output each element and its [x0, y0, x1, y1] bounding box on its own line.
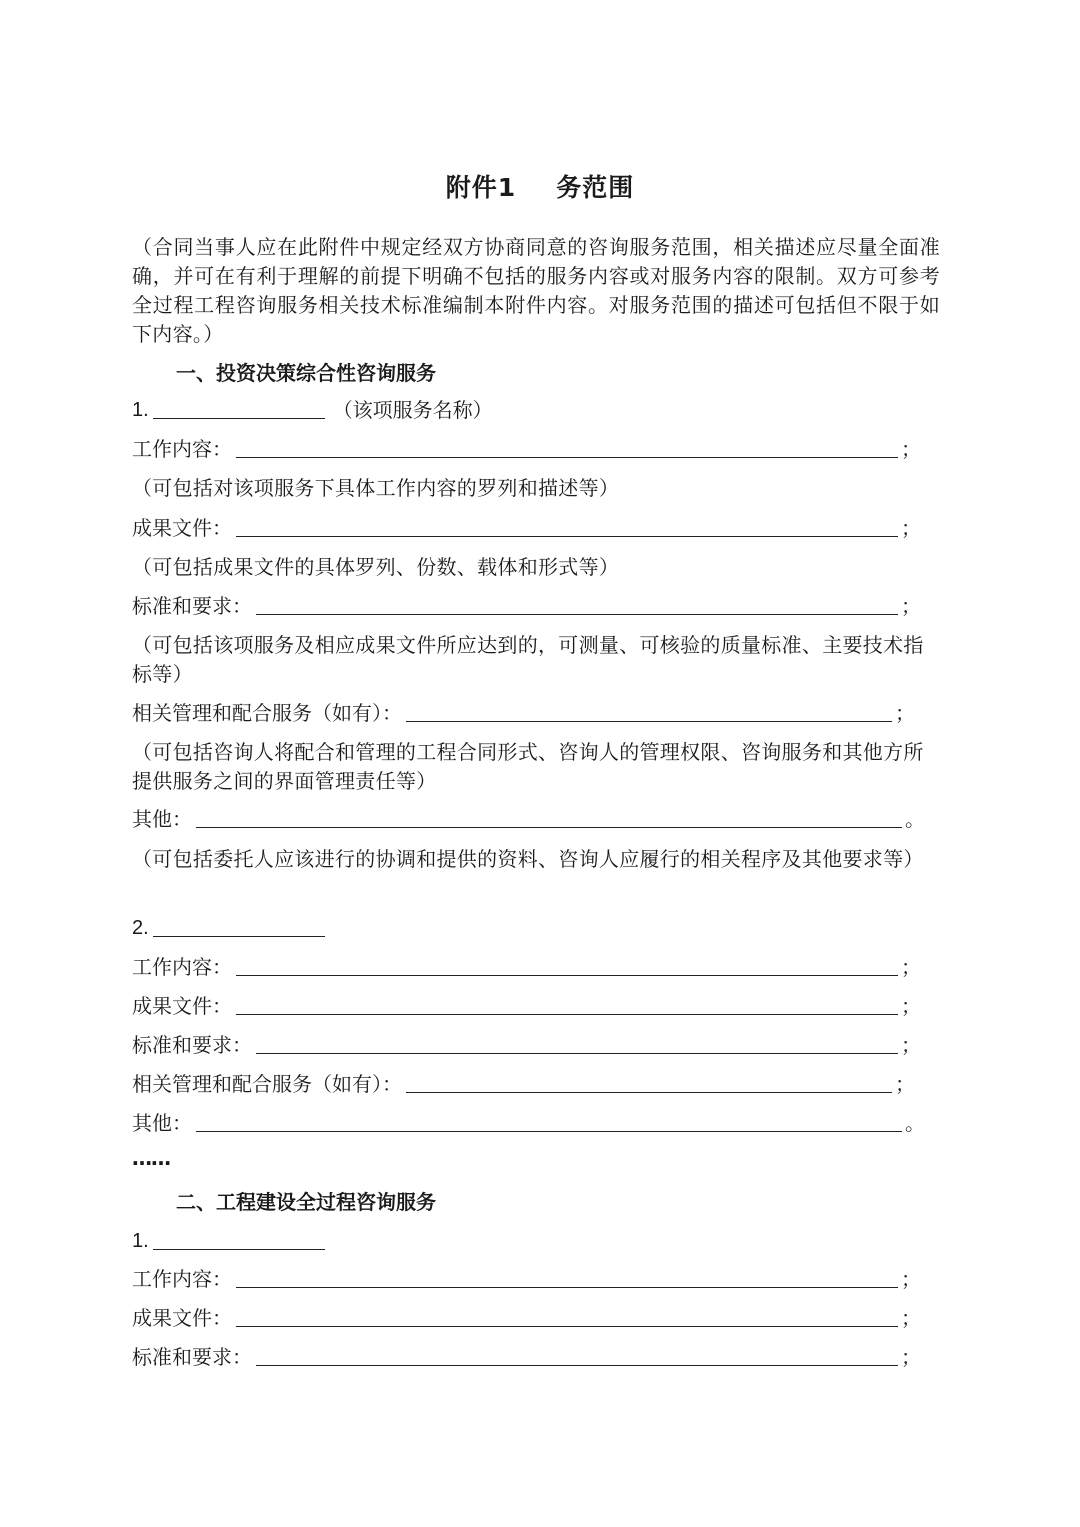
semicolon: ； [901, 1033, 921, 1057]
output-blank[interactable] [236, 1306, 898, 1327]
standard-label: 标准和要求： [132, 1345, 252, 1369]
intro-paragraph: （合同当事人应在此附件中规定经双方协商同意的咨询服务范围，相关描述应尽量全面准确，并可在有利于理解的前提下明确不包括的服务内容或对服务内容的限制。双方可参考全过程工程咨询服务相关技术标准编制本附件内容。对服务范围的描述可包括但不限于如下内容。） [132, 235, 940, 346]
s1-item1-name-line [132, 396, 493, 424]
mgmt-label: 相关管理和配合服务（如有）： [132, 701, 402, 725]
s1-item1-mgmt-hint: （可包括咨询人将配合和管理的工程合同形式、咨询人的管理权限、咨询服务和其他方所提供服务之间的界面管理责任等） [132, 740, 924, 793]
s2-item1-name-line [132, 1227, 325, 1255]
title-main: 务范围 [556, 173, 635, 202]
semicolon: ； [901, 994, 921, 1018]
s2-item1-work-line [132, 1265, 921, 1293]
s1-item1-name-hint: （该项服务名称） [332, 398, 493, 422]
s1-item2-standard-line [132, 1031, 921, 1059]
other-blank[interactable] [196, 807, 902, 828]
output-label: 成果文件： [132, 994, 232, 1018]
mgmt-blank[interactable] [406, 1072, 892, 1093]
s1-item1-output-line [132, 514, 921, 542]
semicolon: ； [895, 701, 915, 725]
section2-heading: 二、工程建设全过程咨询服务 [176, 1190, 436, 1214]
s1-item1-output-hint: （可包括成果文件的具体罗列、份数、载体和形式等） [132, 555, 620, 579]
s2-item1-number: 1. [132, 1230, 149, 1252]
work-blank[interactable] [236, 437, 898, 458]
semicolon: ； [901, 1345, 921, 1369]
s1-item1-work-line [132, 435, 921, 463]
standard-blank[interactable] [256, 594, 898, 615]
work-label: 工作内容： [132, 437, 232, 461]
semicolon: ； [901, 437, 921, 461]
output-label: 成果文件： [132, 516, 232, 540]
standard-blank[interactable] [256, 1033, 898, 1054]
s1-item2-number: 2. [132, 917, 149, 939]
s1-item2-other-line [132, 1109, 925, 1137]
standard-label: 标准和要求： [132, 1033, 252, 1057]
mgmt-blank[interactable] [406, 701, 892, 722]
page-title [0, 168, 1080, 204]
semicolon: ； [901, 1306, 921, 1330]
standard-label: 标准和要求： [132, 594, 252, 618]
period: 。 [905, 807, 925, 831]
other-blank[interactable] [196, 1111, 902, 1132]
semicolon: ； [895, 1072, 915, 1096]
title-prefix: 附件1 [445, 173, 517, 202]
work-label: 工作内容： [132, 955, 232, 979]
output-label: 成果文件： [132, 1306, 232, 1330]
work-blank[interactable] [236, 1267, 898, 1288]
output-blank[interactable] [236, 516, 898, 537]
s2-item1-output-line [132, 1304, 921, 1332]
s1-item1-standard-hint: （可包括该项服务及相应成果文件所应达到的，可测量、可核验的质量标准、主要技术指标等） [132, 633, 924, 686]
standard-blank[interactable] [256, 1345, 898, 1366]
mgmt-label: 相关管理和配合服务（如有）： [132, 1072, 402, 1096]
semicolon: ； [901, 516, 921, 540]
work-label: 工作内容： [132, 1267, 232, 1291]
s1-item1-other-hint: （可包括委托人应该进行的协调和提供的资料、咨询人应履行的相关程序及其他要求等） [132, 847, 924, 871]
s2-item1-standard-line [132, 1343, 921, 1371]
s1-item1-mgmt-line [132, 699, 915, 727]
period: 。 [905, 1111, 925, 1135]
other-label: 其他： [132, 807, 192, 831]
s1-item2-work-line [132, 953, 921, 981]
s1-item1-work-hint: （可包括对该项服务下具体工作内容的罗列和描述等） [132, 476, 620, 500]
work-blank[interactable] [236, 955, 898, 976]
s2-item1-name-blank[interactable] [153, 1229, 325, 1250]
s1-item2-output-line [132, 992, 921, 1020]
other-label: 其他： [132, 1111, 192, 1135]
s1-item1-number: 1. [132, 399, 149, 421]
ellipsis: …… [132, 1146, 170, 1170]
section1-heading: 一、投资决策综合性咨询服务 [176, 361, 436, 385]
s1-item1-name-blank[interactable] [153, 398, 325, 419]
s1-item2-mgmt-line [132, 1070, 915, 1098]
semicolon: ； [901, 594, 921, 618]
output-blank[interactable] [236, 994, 898, 1015]
s1-item1-standard-line [132, 592, 921, 620]
semicolon: ； [901, 1267, 921, 1291]
semicolon: ； [901, 955, 921, 979]
s1-item2-name-blank[interactable] [153, 916, 325, 937]
s1-item2-name-line [132, 914, 325, 942]
s1-item1-other-line [132, 805, 925, 833]
